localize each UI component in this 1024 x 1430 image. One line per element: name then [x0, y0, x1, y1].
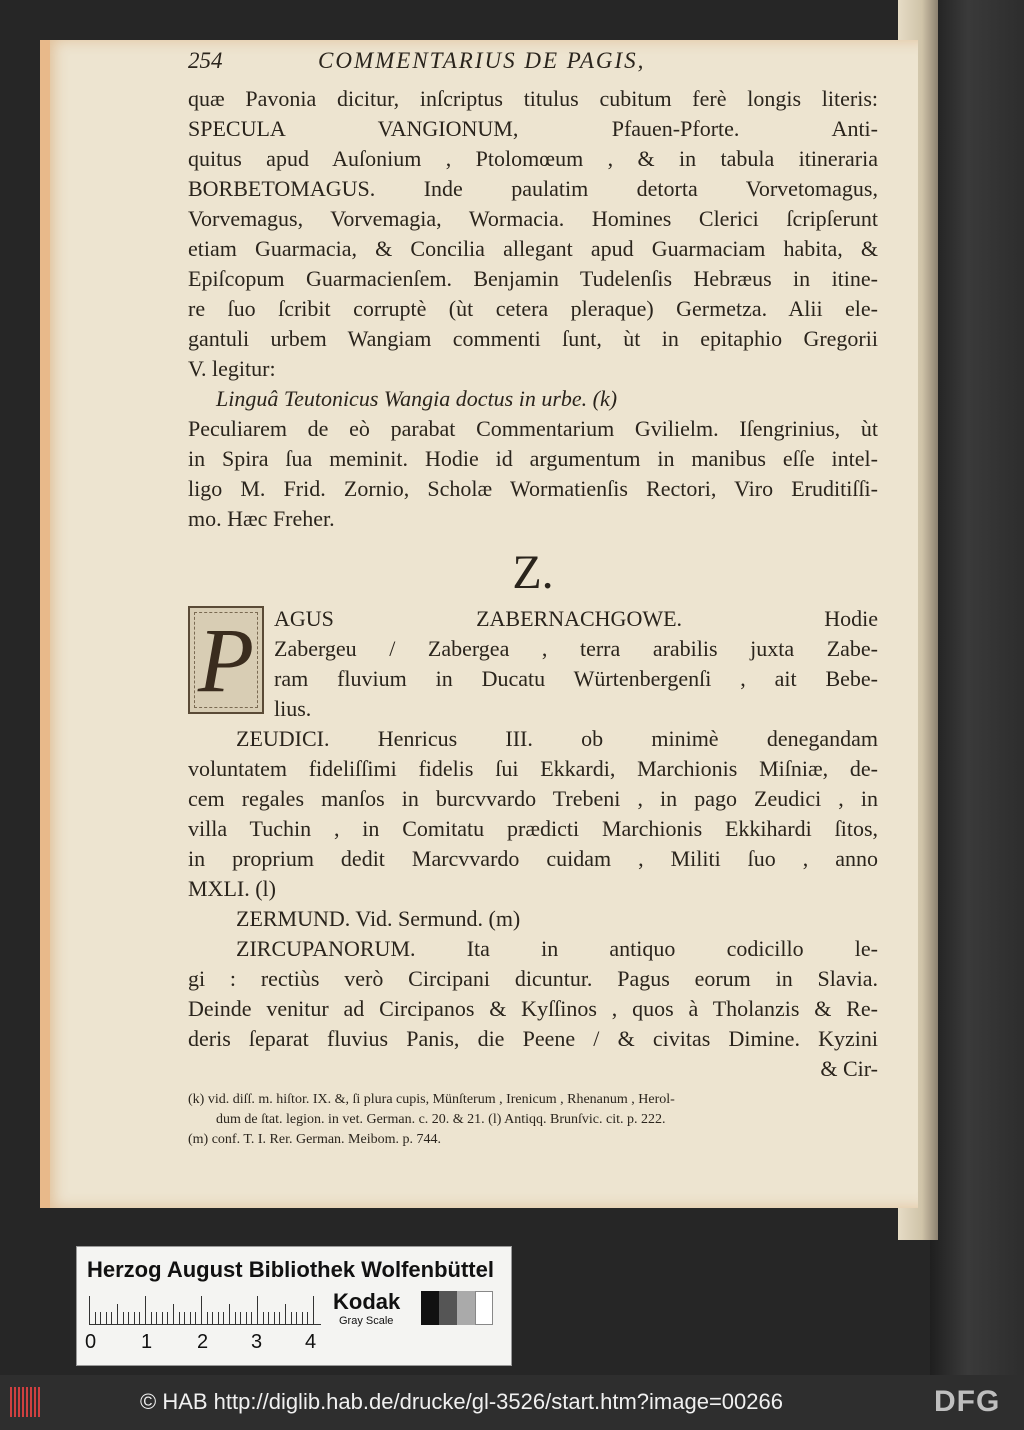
- ruler-tick: [229, 1304, 230, 1324]
- ruler-number: 3: [251, 1331, 263, 1353]
- ruler-tick: [184, 1312, 185, 1324]
- ruler-tick: [95, 1312, 96, 1324]
- ruler-tick: [123, 1312, 124, 1324]
- ruler-number: 1: [141, 1331, 153, 1353]
- page-text: [188, 48, 878, 1150]
- text-line: Zabergeu / Zabergea , terra arabilis juxta Zabe-: [274, 636, 878, 661]
- catchword: & Cir-: [820, 1056, 878, 1081]
- ruler-tick: [279, 1312, 280, 1324]
- ruler-tick: [128, 1312, 129, 1324]
- text-line: in Spira ſua meminit. Hodie id argumentum in manibus eſſe intel-: [188, 446, 878, 471]
- ruler-number: 4: [305, 1331, 317, 1353]
- library-name: Herzog August Bibliothek Wolfenbüttel: [87, 1257, 494, 1282]
- ruler-tick: [257, 1296, 258, 1324]
- kodak-logo: Kodak: [333, 1289, 401, 1314]
- ruler-tick: [307, 1312, 308, 1324]
- entry-zircupanorum: [188, 934, 878, 1084]
- dfg-logo: DFG: [934, 1385, 1001, 1418]
- verse-quote: Linguâ Teutonicus Wangia doctus in urbe. (k): [216, 386, 618, 411]
- swatch-black: [421, 1291, 439, 1325]
- ruler-tick: [274, 1312, 275, 1324]
- ruler-tick: [117, 1304, 118, 1324]
- text-line: in proprium dedit Marcvvardo cuidam , Militi ſuo , anno: [188, 846, 878, 871]
- text-line: Epiſcopum Guarmacienſem. Benjamin Tudelenſis Hebræus in itine-: [188, 266, 878, 291]
- text-line: V. legitur:: [188, 356, 276, 381]
- text-line: deris ſeparat fluvius Panis, die Peene / & civitas Dimine. Kyzini: [188, 1026, 878, 1051]
- ruler-tick: [195, 1312, 196, 1324]
- ruler-tick: [139, 1312, 140, 1324]
- entry-zabernachgowe: [188, 604, 878, 724]
- ruler-tick: [223, 1312, 224, 1324]
- ruler-tick: [201, 1296, 202, 1324]
- scale-ruler: [89, 1295, 321, 1325]
- gray-scale-label: Gray Scale: [339, 1315, 394, 1327]
- decorated-initial: P: [188, 606, 264, 714]
- section-letter: Z.: [512, 546, 554, 599]
- ruler-tick: [100, 1312, 101, 1324]
- ruler-tick: [268, 1312, 269, 1324]
- ruler-tick: [106, 1312, 107, 1324]
- swatch-dark-gray: [439, 1291, 457, 1325]
- text-line: quitus apud Auſonium , Ptolomœum , & in tabula itineraria: [188, 146, 878, 171]
- text-line: gantuli urbem Wangiam commenti ſunt, ùt in epitaphio Gregorii: [188, 326, 878, 351]
- ruler-tick: [156, 1312, 157, 1324]
- background-cloth: [930, 0, 1024, 1375]
- ruler-tick: [212, 1312, 213, 1324]
- footnote-line: dum de ſtat. legion. in vet. German. c. 20. & 21. (l) Antiqq. Brunſvic. cit. p. 222.: [216, 1112, 666, 1127]
- running-title: COMMENTARIUS DE PAGIS,: [318, 48, 646, 73]
- text-line: ZIRCUPANORUM. Ita in antiquo codicillo le-: [236, 936, 878, 961]
- entry-zermund: ZERMUND. Vid. Sermund. (m): [236, 906, 521, 931]
- ruler-tick: [173, 1304, 174, 1324]
- text-line: MXLI. (l): [188, 876, 276, 901]
- ruler-tick: [207, 1312, 208, 1324]
- ruler-tick: [179, 1312, 180, 1324]
- text-block-2: [188, 414, 878, 534]
- text-line: quæ Pavonia dicitur, inſcriptus titulus cubitum ferè longis literis:: [188, 86, 878, 111]
- ruler-tick: [302, 1312, 303, 1324]
- ruler-tick: [263, 1312, 264, 1324]
- text-line: villa Tuchin , in Comitatu prædicti Marchionis Ekkihardi ſitos,: [188, 816, 878, 841]
- barcode-icon: [10, 1387, 44, 1417]
- swatch-light-gray: [457, 1291, 475, 1325]
- ruler-number: 0: [85, 1331, 97, 1353]
- text-line: BORBETOMAGUS. Inde paulatim detorta Vorvetomagus,: [188, 176, 878, 201]
- footnotes: [188, 1090, 878, 1150]
- ruler-tick: [89, 1296, 90, 1324]
- footer-bar: [0, 1375, 1024, 1430]
- ruler-tick: [162, 1312, 163, 1324]
- text-line: mo. Hæc Freher.: [188, 506, 335, 531]
- ruler-tick: [240, 1312, 241, 1324]
- page-number: 254: [188, 48, 223, 73]
- footnote-line: (m) conf. T. I. Rer. German. Meibom. p. 744.: [188, 1132, 441, 1147]
- text-line: cem regales manſos in burcvvardo Trebeni , in pago Zeudici , in: [188, 786, 878, 811]
- text-block-1: [188, 84, 878, 384]
- text-line: ligo M. Frid. Zornio, Scholæ Wormatienſis Rectori, Viro Eruditiſſi-: [188, 476, 878, 501]
- text-line: etiam Guarmacia, & Concilia allegant apud Guarmaciam habita, &: [188, 236, 878, 261]
- ruler-tick: [111, 1312, 112, 1324]
- ruler-tick: [285, 1304, 286, 1324]
- entry-zeudici: [188, 724, 878, 904]
- text-line: voluntatem fideliſſimi fidelis ſui Ekkardi, Marchionis Miſniæ, de-: [188, 756, 878, 781]
- ruler-tick: [246, 1312, 247, 1324]
- text-line: Vorvemagus, Vorvemagia, Wormacia. Homines Clerici ſcripſerunt: [188, 206, 878, 231]
- library-label: [76, 1246, 512, 1366]
- text-line: ZEUDICI. Henricus III. ob minimè denegandam: [236, 726, 878, 751]
- text-line: gi : rectiùs verò Circipani dicuntur. Pagus eorum in Slavia.: [188, 966, 878, 991]
- page-header: [188, 48, 878, 84]
- copyright-link[interactable]: © HAB http://diglib.hab.de/drucke/gl-3526/start.htm?image=00266: [140, 1389, 783, 1414]
- swatch-white: [475, 1291, 493, 1325]
- ruler-tick: [134, 1312, 135, 1324]
- ruler-tick: [235, 1312, 236, 1324]
- text-line: Peculiarem de eò parabat Commentarium Gvilielm. Iſengrinius, ùt: [188, 416, 878, 441]
- ruler-tick: [145, 1296, 146, 1324]
- text-line: AGUS ZABERNACHGOWE. Hodie: [274, 606, 878, 631]
- gray-swatches: [421, 1291, 493, 1325]
- ruler-tick: [313, 1296, 314, 1324]
- text-line: re ſuo ſcribit corruptè (ùt cetera pleraque) Germetza. Alii ele-: [188, 296, 878, 321]
- text-line: lius.: [274, 696, 312, 721]
- ruler-tick: [167, 1312, 168, 1324]
- ruler-tick: [218, 1312, 219, 1324]
- ruler-number: 2: [197, 1331, 209, 1353]
- footnote-line: (k) vid. diſſ. m. hiſtor. IX. &, ſi plura cupis, Münſterum , Irenicum , Rhenanum , Herol-: [188, 1092, 675, 1107]
- ruler-tick: [251, 1312, 252, 1324]
- text-line: ram fluvium in Ducatu Würtenbergenſi , ait Bebe-: [274, 666, 878, 691]
- text-line: SPECULA VANGIONUM, Pfauen-Pforte. Anti-: [188, 116, 878, 141]
- ruler-tick: [151, 1312, 152, 1324]
- ruler-tick: [190, 1312, 191, 1324]
- text-line: Deinde venitur ad Circipanos & Kyſſinos , quos à Tholanzis & Re-: [188, 996, 878, 1021]
- ruler-tick: [291, 1312, 292, 1324]
- ruler-tick: [296, 1312, 297, 1324]
